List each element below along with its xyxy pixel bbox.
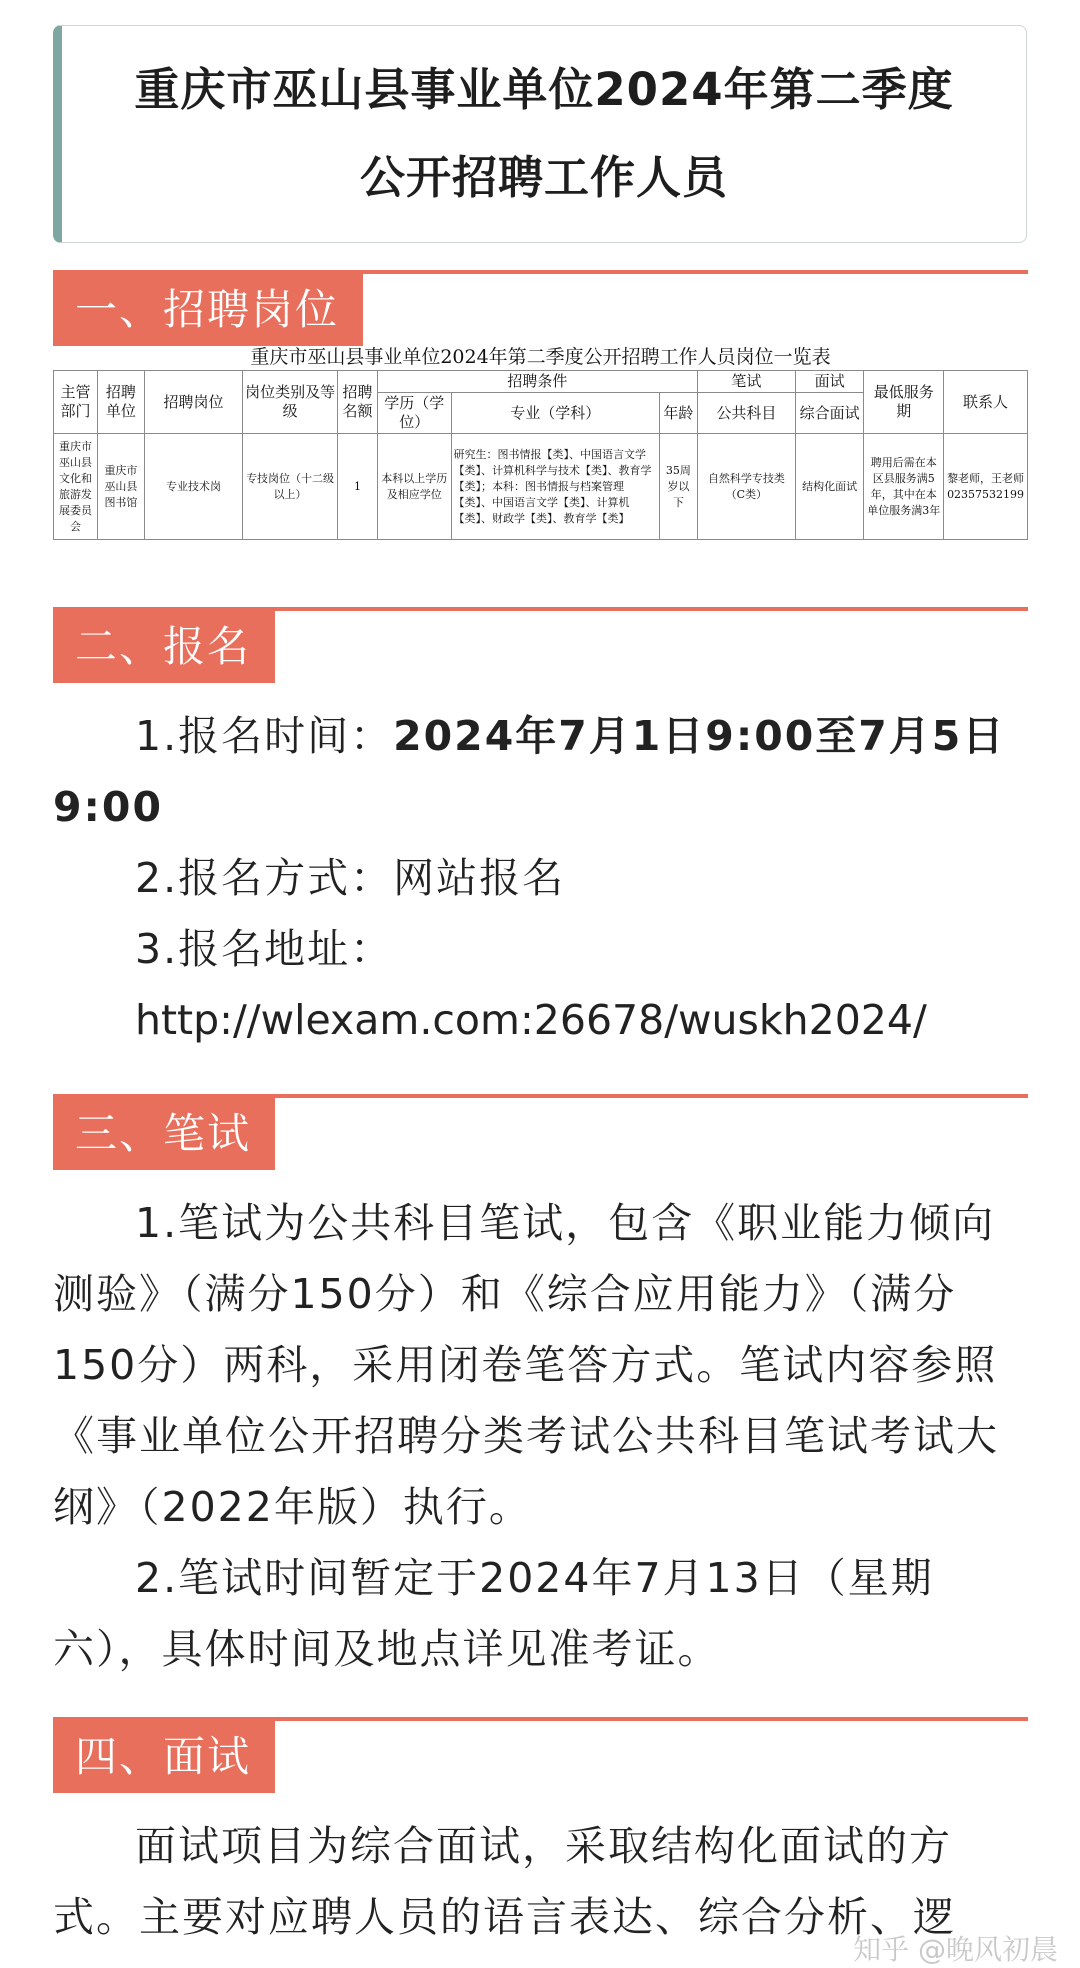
cell-quota: 1 bbox=[338, 434, 378, 540]
cell-interview: 结构化面试 bbox=[795, 434, 863, 540]
written-section bbox=[53, 1188, 1028, 1685]
header-quota: 招聘名额 bbox=[338, 371, 378, 434]
table-row bbox=[54, 434, 1028, 540]
section-1-heading: 一、招聘岗位 bbox=[53, 274, 363, 346]
header-major: 专业（学科） bbox=[451, 393, 659, 434]
cell-edu: 本科以上学历及相应学位 bbox=[377, 434, 451, 540]
header-age: 年龄 bbox=[660, 393, 698, 434]
cell-post: 专业技术岗 bbox=[144, 434, 242, 540]
header-interview-sub: 综合面试 bbox=[795, 393, 863, 434]
signup-time-label: 1.报名时间： bbox=[135, 712, 394, 760]
cell-dept: 重庆市巫山县文化和旅游发展委员会 bbox=[54, 434, 98, 540]
job-table-title: 重庆市巫山县事业单位2024年第二季度公开招聘工作人员岗位一览表 bbox=[250, 346, 831, 368]
watermark: 知乎 @晚风初晨 bbox=[853, 1933, 1058, 1966]
header-dept: 主管部门 bbox=[54, 371, 98, 434]
cell-category: 专技岗位（十二级以上） bbox=[243, 434, 338, 540]
section-4-heading: 四、面试 bbox=[53, 1721, 275, 1793]
signup-section bbox=[53, 701, 1028, 1056]
header-conditions: 招聘条件 bbox=[377, 371, 697, 393]
header-category: 岗位类别及等级 bbox=[243, 371, 338, 434]
section-3-heading: 三、笔试 bbox=[53, 1098, 275, 1170]
cell-contact: 黎老师，王老师 02357532199 bbox=[944, 434, 1028, 540]
page-title-line-2: 公开招聘工作人员 bbox=[359, 151, 728, 204]
header-edu: 学历（学位） bbox=[377, 393, 451, 434]
header-public-subject: 公共科目 bbox=[697, 393, 795, 434]
page-title-line-1: 重庆市巫山县事业单位2024年第二季度 bbox=[134, 63, 954, 116]
signup-address-label: 3.报名地址： bbox=[135, 925, 394, 973]
header-interview: 面试 bbox=[795, 371, 863, 393]
job-table-container bbox=[53, 344, 1028, 540]
cell-unit: 重庆市巫山县图书馆 bbox=[97, 434, 144, 540]
cell-major: 研究生：图书情报【类】、中国语言文学【类】、计算机科学与技术【类】、教育学【类】；本科：图书情报与档案管理【类】、中国语言文学【类】、计算机【类】、财政学【类】、教育学【类】 bbox=[451, 434, 659, 540]
header-unit: 招聘单位 bbox=[97, 371, 144, 434]
header-contact: 联系人 bbox=[944, 371, 1028, 434]
signup-url-link[interactable]: http://wlexam.com:26678/wuskh2024/ bbox=[135, 996, 927, 1044]
cell-service: 聘用后需在本区县服务满5年，其中在本单位服务满3年 bbox=[864, 434, 944, 540]
signup-method: 2.报名方式：网站报名 bbox=[135, 854, 566, 902]
signup-time-value: 2024年7月1日9:00至7月5日9:00 bbox=[53, 712, 1006, 831]
header-post: 招聘岗位 bbox=[144, 371, 242, 434]
cell-age: 35周岁以下 bbox=[660, 434, 698, 540]
section-2-heading: 二、报名 bbox=[53, 611, 275, 683]
written-paragraph-2: 2.笔试时间暂定于2024年7月13日（星期六），具体时间及地点详见准考证。 bbox=[53, 1554, 934, 1673]
signup-time bbox=[53, 701, 1028, 843]
cell-public-subject: 自然科学专技类（C类） bbox=[697, 434, 795, 540]
job-table bbox=[53, 370, 1028, 540]
interview-paragraph: 面试项目为综合面试，采取结构化面试的方式。主要对应聘人员的语言表达、综合分析、逻 bbox=[53, 1822, 956, 1941]
title-card bbox=[53, 25, 1027, 243]
written-paragraph-1: 1.笔试为公共科目笔试，包含《职业能力倾向测验》（满分150分）和《综合应用能力》（满分150分）两科，采用闭卷笔答方式。笔试内容参照《事业单位公开招聘分类考试公共科目笔试考试大纲》（2022年版）执行。 bbox=[53, 1199, 999, 1531]
header-service: 最低服务期 bbox=[864, 371, 944, 434]
header-written: 笔试 bbox=[697, 371, 795, 393]
